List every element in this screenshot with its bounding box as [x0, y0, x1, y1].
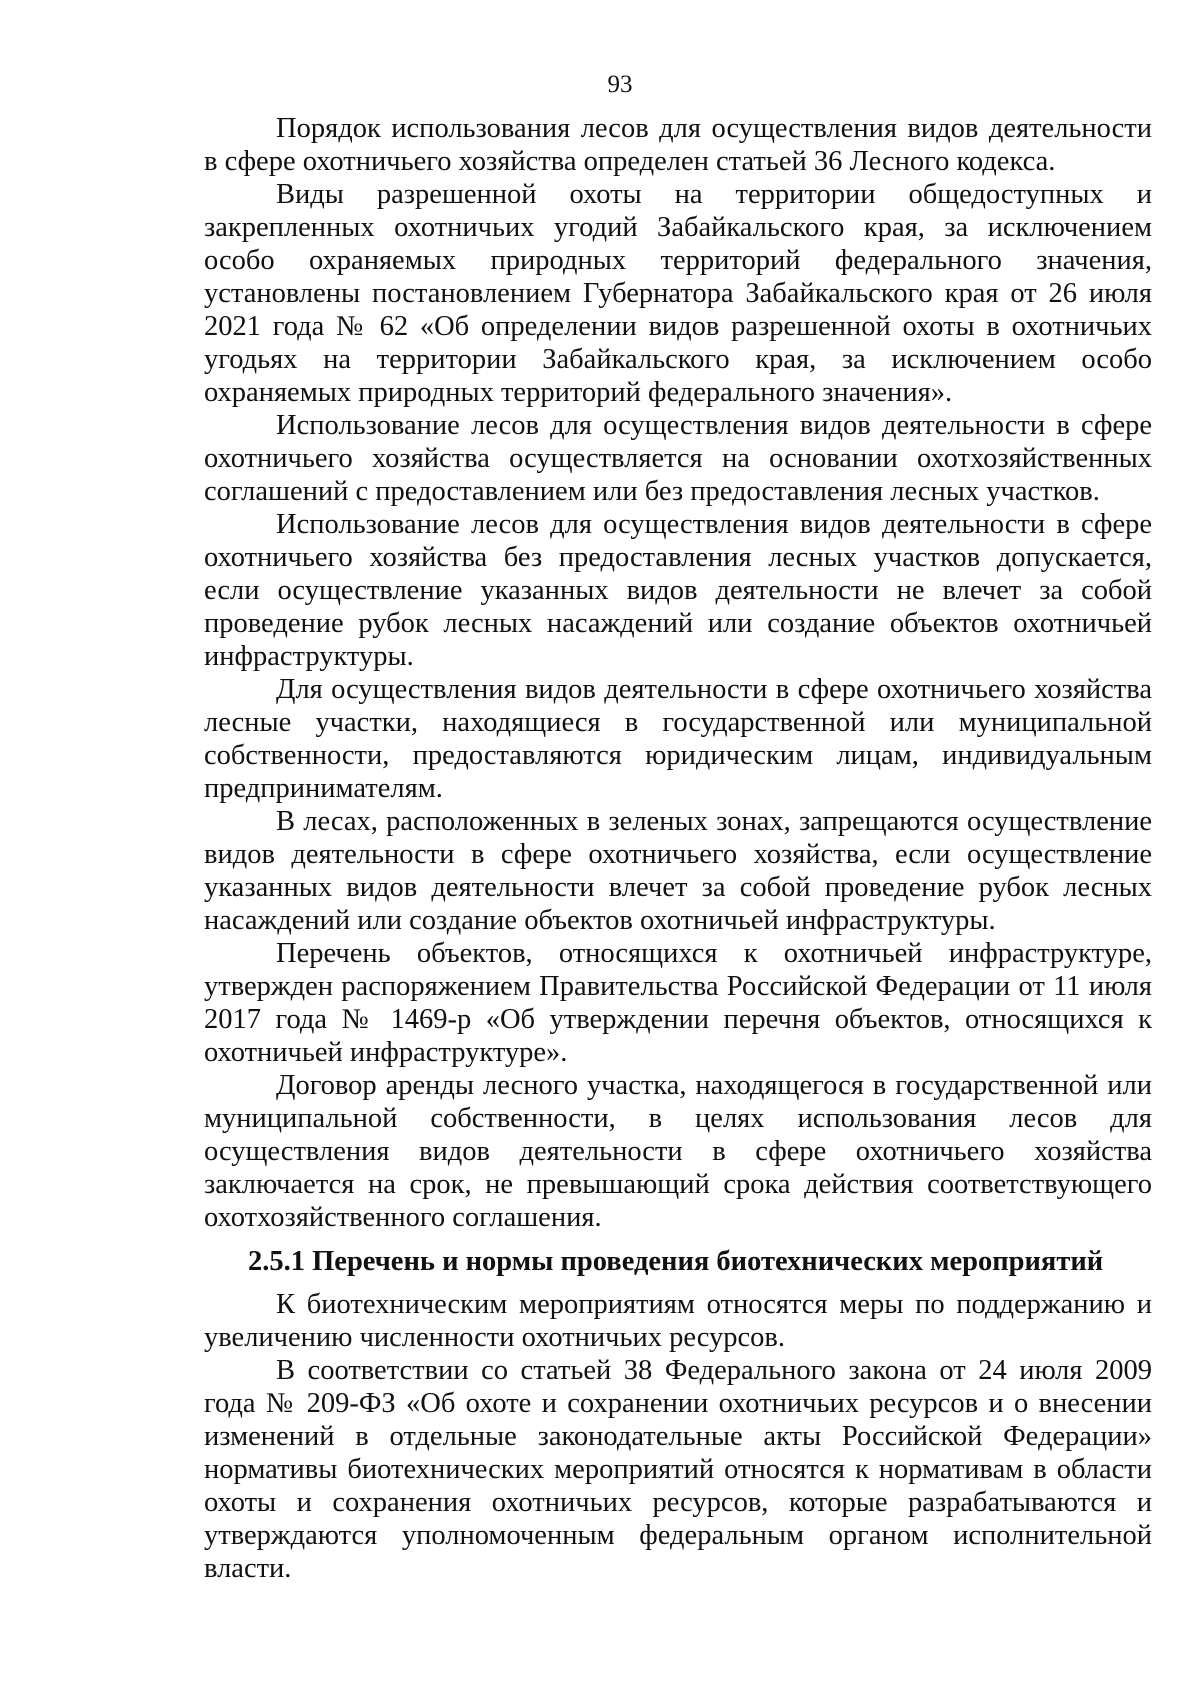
paragraph-plots-provision: Для осуществления видов деятельности в сфере охотничьего хозяйства лесные участки, находящиеся в государственной или муниципальной собственности, предоставляются юридическим лицам, индивидуальным предпринимателям.: [204, 674, 1152, 804]
paragraph-federal-law: В соответствии со статьей 38 Федерального закона от 24 июля 2009 года № 209-ФЗ «Об охоте и сохранении охотничьих ресурсов и о внесении изменений в отдельные законодательные акты Российской Федерации» нормативы биотехнических мероприятий относятся к нормативам в области охоты и сохранения охотничьих ресурсов, которые разрабатываются и утверждаются уполномоченным федеральным органом исполнительной власти.: [204, 1355, 1152, 1584]
paragraph-biotechnical-measures: К биотехническим мероприятиям относятся меры по поддержанию и увеличению численности охотничьих ресурсов.: [204, 1289, 1152, 1353]
section-heading: 2.5.1 Перечень и нормы проведения биотехнических мероприятий: [248, 1246, 1104, 1277]
paragraph-infrastructure-list: Перечень объектов, относящихся к охотничьей инфраструктуре, утвержден распоряжением Правительства Российской Федерации от 11 июля 2017 года № 1469-р «Об утверждении перечня объектов, относящихся к охотничьей инфраструктуре».: [204, 938, 1152, 1068]
paragraph-hunting-agreements: Использование лесов для осуществления видов деятельности в сфере охотничьего хозяйства осуществляется на основании охотхозяйственных соглашений с предоставлением или без предоставления лесных участков.: [204, 410, 1152, 507]
paragraph-forest-use-order: Порядок использования лесов для осуществления видов деятельности в сфере охотничьего хозяйства определен статьей 36 Лесного кодекса.: [204, 113, 1152, 177]
paragraph-green-zones: В лесах, расположенных в зеленых зонах, запрещаются осуществление видов деятельности в сфере охотничьего хозяйства, если осуществление указанных видов деятельности влечет за собой проведение рубок лесных насаждений или создание объектов охотничьей инфраструктуры.: [204, 806, 1152, 936]
paragraph-without-plots: Использование лесов для осуществления видов деятельности в сфере охотничьего хозяйства без предоставления лесных участков допускается, если осуществление указанных видов деятельности не влечет за собой проведение рубок лесных насаждений или создание объектов охотничьей инфраструктуры.: [204, 509, 1152, 672]
paragraph-lease-agreement: Договор аренды лесного участка, находящегося в государственной или муниципальной собственности, в целях использования лесов для осуществления видов деятельности в сфере охотничьего хозяйства заключается на срок, не превышающий срока действия соответствующего охотхозяйственного соглашения.: [204, 1070, 1152, 1233]
paragraph-hunting-types: Виды разрешенной охоты на территории общедоступных и закрепленных охотничьих угодий Забайкальского края, за исключением особо охраняемых природных территорий федерального значения, установлены постановлением Губернатора Забайкальского края от 26 июля 2021 года № 62 «Об определении видов разрешенной охоты в охотничьих угодьях на территории Забайкальского края, за исключением особо охраняемых природных территорий федерального значения».: [204, 179, 1152, 408]
page-number: 93: [607, 71, 633, 98]
document-body: [204, 112, 1152, 1585]
